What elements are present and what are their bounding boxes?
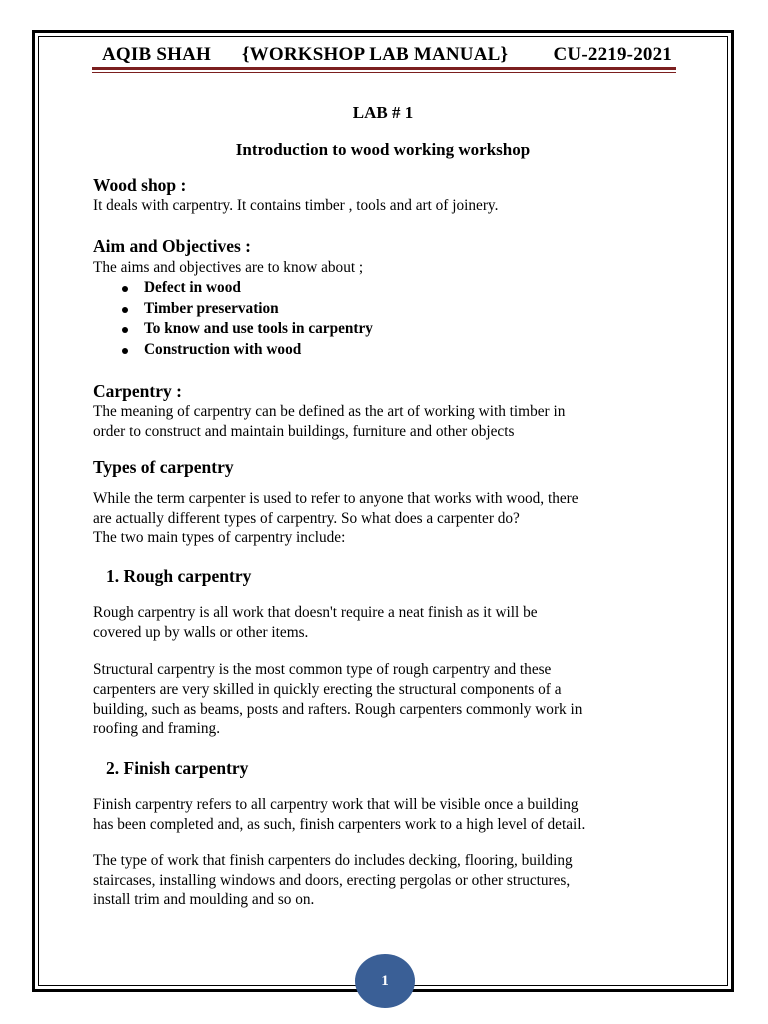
header-rule-thick	[92, 67, 676, 70]
carpentry-text-line: order to construct and maintain buildings, furniture and other objects	[93, 423, 515, 440]
list-item: To know and use tools in carpentry	[93, 319, 373, 340]
page-number-badge: 1	[355, 954, 415, 1008]
structural-text-line: building, such as beams, posts and rafters. Rough carpenters commonly work in	[93, 701, 583, 718]
wood-shop-text: It deals with carpentry. It contains timber , tools and art of joinery.	[93, 197, 499, 214]
carpentry-text-line: The meaning of carpentry can be defined as the art of working with timber in	[93, 403, 566, 420]
types-text-line: While the term carpenter is used to refer to anyone that works with wood, there	[93, 490, 579, 507]
aim-heading: Aim and Objectives :	[93, 236, 251, 256]
rough-text-line: covered up by walls or other items.	[93, 624, 309, 641]
types-text-line: The two main types of carpentry include:	[93, 529, 346, 546]
aim-intro: The aims and objectives are to know about ;	[93, 259, 364, 276]
finish-work-text-line: install trim and moulding and so on.	[93, 891, 315, 908]
structural-text-line: Structural carpentry is the most common type of rough carpentry and these	[93, 661, 552, 678]
finish-work-text-line: The type of work that finish carpenters do includes decking, flooring, building	[93, 852, 573, 869]
structural-text-line: roofing and framing.	[93, 720, 221, 737]
finish-text-line: has been completed and, as such, finish carpenters work to a high level of detail.	[93, 816, 586, 833]
finish-text-line: Finish carpentry refers to all carpentry work that will be visible once a building	[93, 796, 579, 813]
header-title: {WORKSHOP LAB MANUAL}	[242, 44, 509, 65]
header-rule-thin	[92, 72, 676, 73]
finish-work-text-line: staircases, installing windows and doors, erecting pergolas or other structures,	[93, 872, 571, 889]
aim-list	[93, 278, 373, 361]
lab-subtitle: Introduction to wood working workshop	[235, 140, 531, 159]
wood-shop-heading: Wood shop :	[93, 175, 187, 195]
list-item: Defect in wood	[93, 278, 373, 299]
list-item: Timber preservation	[93, 299, 373, 320]
carpentry-heading: Carpentry :	[93, 381, 182, 401]
rough-carpentry-heading: 1. Rough carpentry	[106, 566, 252, 586]
header-author: AQIB SHAH	[102, 44, 211, 65]
header-code: CU-2219-2021	[553, 44, 672, 65]
types-heading: Types of carpentry	[93, 457, 234, 477]
rough-text-line: Rough carpentry is all work that doesn't require a neat finish as it will be	[93, 604, 538, 621]
structural-text-line: carpenters are very skilled in quickly erecting the structural components of a	[93, 681, 562, 698]
finish-carpentry-heading: 2. Finish carpentry	[106, 758, 249, 778]
list-item: Construction with wood	[93, 340, 373, 361]
types-text-line: are actually different types of carpentry. So what does a carpenter do?	[93, 510, 520, 527]
lab-title: LAB # 1	[352, 103, 414, 122]
